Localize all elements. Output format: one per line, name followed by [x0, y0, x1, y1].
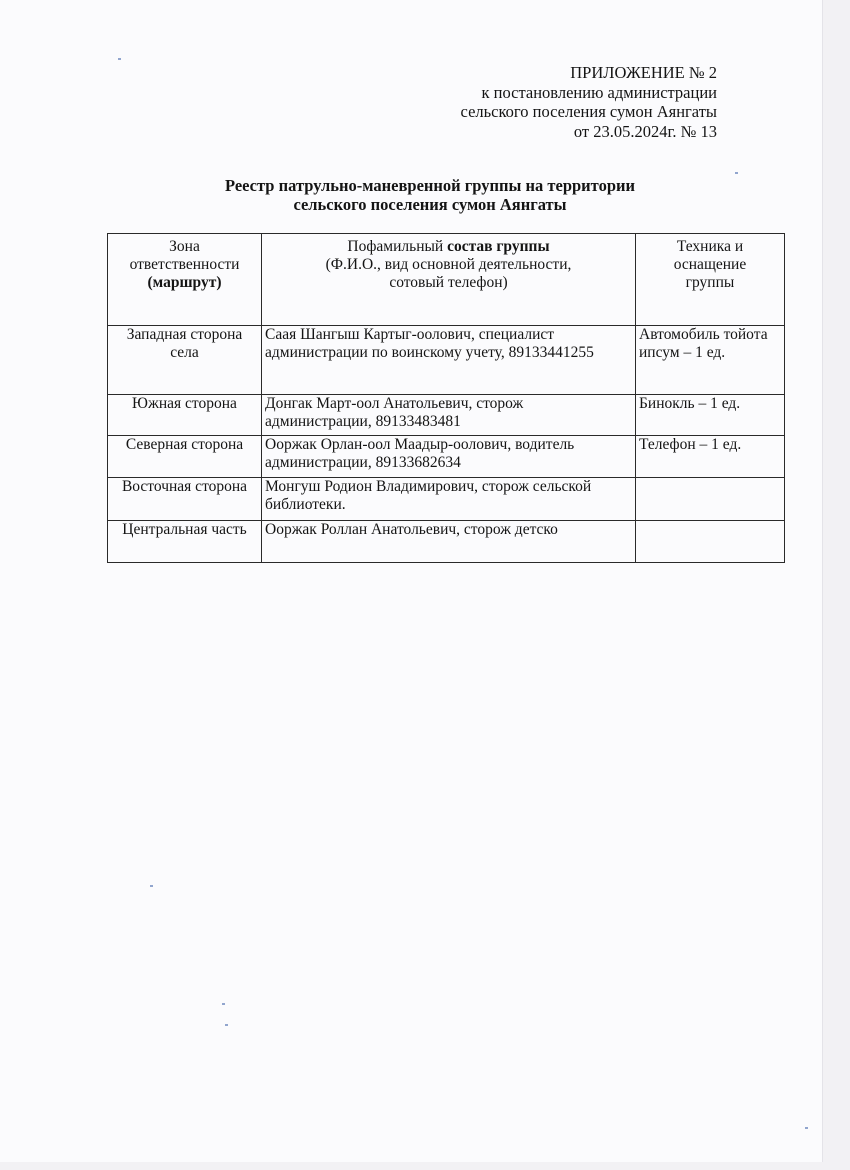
header-equipment: Техника и оснащение группы: [636, 234, 785, 326]
scan-speck: [735, 172, 738, 174]
appendix-date: от 23.05.2024г. № 13: [573, 121, 717, 141]
members-cell: Монгуш Родион Владимирович, сторож сельской библиотеки.: [262, 478, 636, 521]
appendix-settlement: сельского поселения сумон Аянгаты: [460, 102, 717, 121]
table-header-row: [108, 234, 785, 326]
equipment-cell: [636, 478, 785, 521]
table-row: [108, 436, 785, 478]
table-row: [108, 395, 785, 436]
equipment-cell: [636, 521, 785, 563]
zone-cell: Центральная часть: [108, 521, 262, 563]
patrol-group-table: [107, 233, 785, 563]
members-cell: Ооржак Орлан-оол Маадыр-оолович, водитель администрации, 89133682634: [262, 436, 636, 478]
table-row: [108, 326, 785, 395]
equipment-cell: Автомобиль тойота ипсум – 1 ед.: [636, 326, 785, 395]
appendix-header: [461, 63, 717, 141]
zone-cell: Западная сторона села: [108, 326, 262, 395]
appendix-resolution-ref: к постановлению администрации: [481, 82, 717, 102]
header-zone: Зона ответственности (маршрут): [108, 234, 262, 326]
document-title: [180, 176, 680, 214]
scan-speck: [225, 1024, 228, 1026]
table-row: [108, 521, 785, 563]
header-members: Пофамильный состав группы (Ф.И.О., вид основной деятельности, сотовый телефон): [262, 234, 636, 326]
title-line-2: сельского поселения сумон Аянгаты: [293, 195, 567, 214]
scan-speck: [118, 58, 121, 60]
equipment-cell: Телефон – 1 ед.: [636, 436, 785, 478]
members-cell: Ооржак Роллан Анатольевич, сторож детско: [262, 521, 636, 563]
members-cell: Саая Шангыш Картыг-оолович, специалист администрации по воинскому учету, 89133441255: [262, 326, 636, 395]
scan-speck: [150, 885, 153, 887]
title-line-1: Реестр патрульно-маневренной группы на территории: [224, 176, 636, 195]
scan-speck: [222, 1003, 225, 1005]
scan-speck: [805, 1127, 808, 1129]
members-cell: Донгак Март-оол Анатольевич, сторож администрации, 89133483481: [262, 395, 636, 436]
zone-cell: Северная сторона: [108, 436, 262, 478]
zone-cell: Восточная сторона: [108, 478, 262, 521]
table-row: [108, 478, 785, 521]
zone-cell: Южная сторона: [108, 395, 262, 436]
equipment-cell: Бинокль – 1 ед.: [636, 395, 785, 436]
appendix-number: ПРИЛОЖЕНИЕ № 2: [570, 63, 717, 82]
